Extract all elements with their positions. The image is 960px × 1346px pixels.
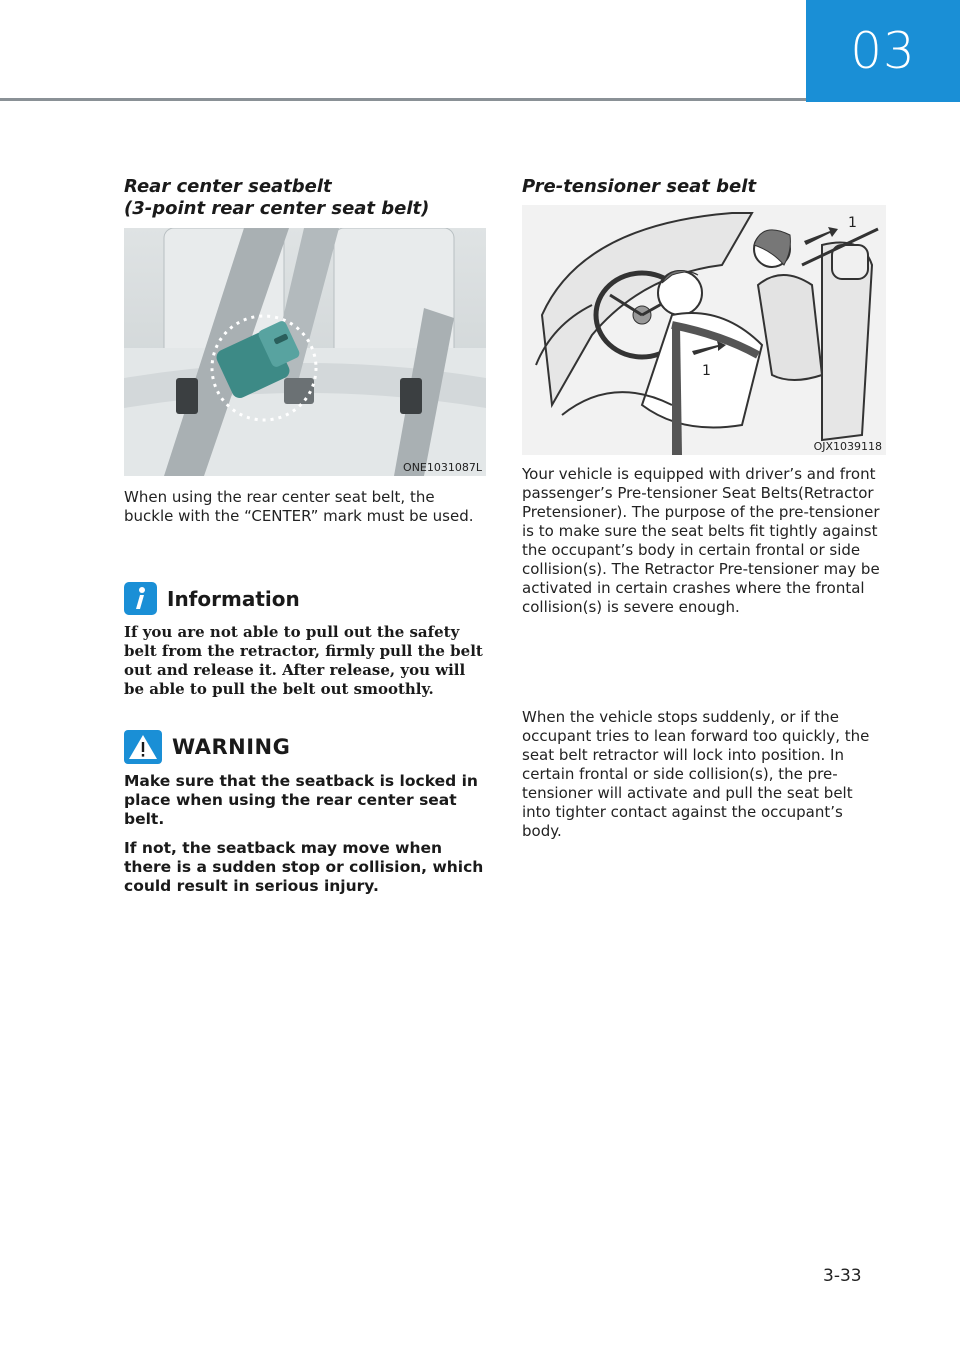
warning-title: WARNING: [172, 735, 291, 759]
rear-center-seatbelt-heading: [124, 176, 486, 220]
info-icon: [124, 582, 157, 615]
figure-code: ONE1031087L: [403, 461, 482, 474]
pretensioner-para2: When the vehicle stops suddenly, or if the occupant tries to lean forward too quickly, the seat belt retractor will lock into position. In certain frontal or side collision(s), the pre-tensioner will activate and pull the seat belt into tighter contact against the occupant’s body.: [522, 708, 870, 840]
section-title-line2: (3-point rear center seat belt): [124, 198, 430, 219]
figure-code: OJX1039118: [813, 440, 882, 453]
figure-label-1b: 1: [702, 363, 711, 379]
information-text: If you are not able to pull out the safety belt from the retractor, firmly pull the belt out and release it. After release, you will be able to pull the belt out smoothly.: [124, 623, 483, 698]
warning-icon: [124, 730, 162, 764]
figure-label-1a: 1: [848, 215, 857, 231]
header-rule: [0, 98, 806, 101]
warning-box: [124, 730, 486, 896]
information-box: [124, 582, 486, 699]
information-title: Information: [167, 586, 300, 611]
rear-seat-illustration: [124, 228, 486, 476]
pretensioner-heading: Pre-tensioner seat belt: [522, 176, 757, 197]
chapter-tab: 03: [806, 0, 960, 102]
pretensioner-para1: Your vehicle is equipped with driver’s and front passenger’s Pre-tensioner Seat Belts(Retractor Pretensioner). The purpose of the pre-tensioner is to make sure the seat belts fit tightly against the occupant’s body in certain frontal or side collision(s). The Retractor Pre-tensioner may be activated in certain crashes where the frontal collision(s) is severe enough.: [522, 465, 880, 616]
warning-para2: If not, the seatback may move when there is a sudden stop or collision, which could result in serious injury.: [124, 839, 484, 895]
warning-header: [124, 730, 486, 764]
pretensioner-illustration: [522, 205, 886, 455]
pretensioner-figure: [522, 205, 886, 455]
rear-seat-buckle-figure: [124, 228, 486, 476]
warning-para1: Make sure that the seatback is locked in place when using the rear center seat belt.: [124, 772, 478, 828]
section-title-line1: Rear center seatbelt: [124, 176, 332, 197]
center-belt-body: When using the rear center seat belt, the buckle with the “CENTER” mark must be used.: [124, 488, 474, 525]
information-header: [124, 582, 486, 615]
page-number: 3-33: [823, 1266, 862, 1286]
